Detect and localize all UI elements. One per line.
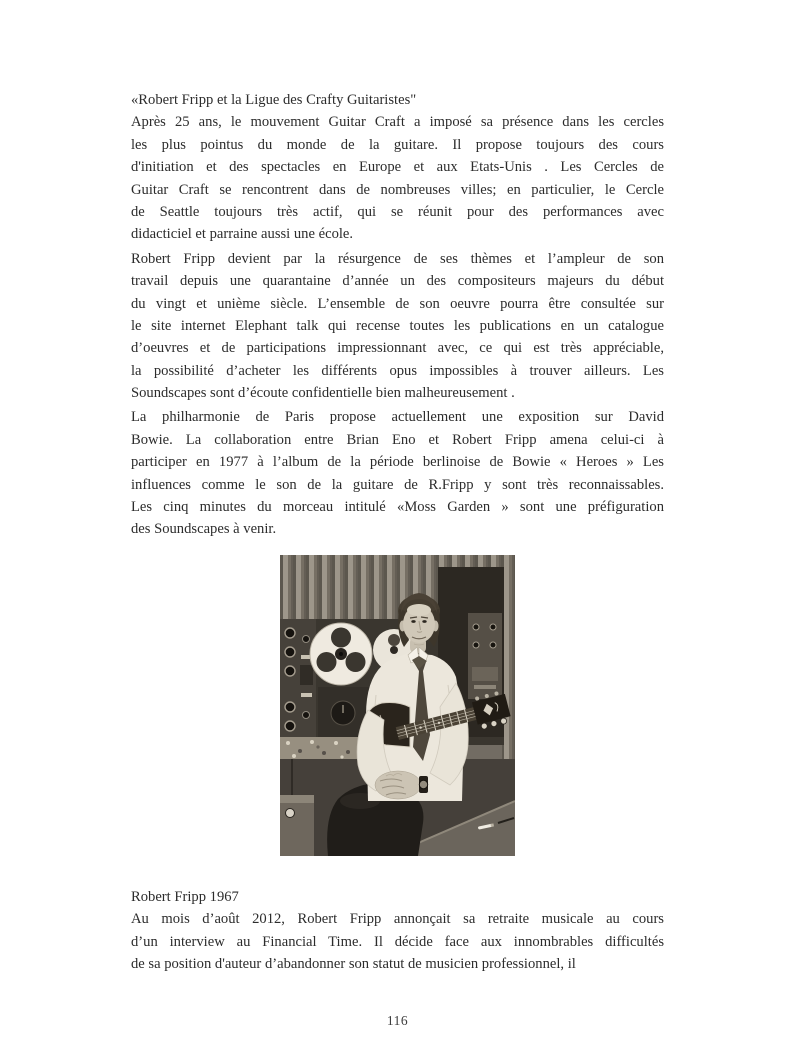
wristwatch xyxy=(419,776,428,793)
text-line: participer en 1977 à l’album de la période berlinoise de Bowie « Heroes » Les xyxy=(131,454,664,471)
article-heading xyxy=(131,89,664,111)
text-line: d'initiation et des spectacles en Europe et aux Etats-Unis . Les Cercles de xyxy=(131,159,664,176)
text-line: de Seattle toujours très actif, qui se réunit pour des performances avec xyxy=(131,203,664,220)
text-line: Après 25 ans, le mouvement Guitar Craft a imposé sa présence dans les cercles xyxy=(131,114,664,131)
text-line: Bowie. La collaboration entre Brian Eno et Robert Fripp amena celui-ci à xyxy=(131,431,664,448)
tape-reel-icon xyxy=(310,623,372,685)
text-line: Soundscapes sont d’écoute confidentielle bien malheureusement . xyxy=(131,385,515,402)
text-line: de sa position d'auteur d’abandonner son statut de musicien professionnel, il xyxy=(131,955,576,972)
text-line: travail depuis une quarantaine d’année un des compositeurs majeurs du début xyxy=(131,273,664,290)
text-line: Les cinq minutes du morceau intitulé «Moss Garden » sont une préfiguration xyxy=(131,499,664,516)
text-line: les plus pointus du monde de la guitare. Il propose toujours des cours xyxy=(131,136,664,153)
body-text-bottom xyxy=(131,908,664,975)
paragraph xyxy=(131,406,664,540)
text-line: le site internet Elephant talk qui recense toutes les publications en un catalogue xyxy=(131,317,664,334)
page-number: 116 xyxy=(386,1013,409,1028)
caption-line: Robert Fripp 1967 xyxy=(131,888,239,905)
tape-machine-panel xyxy=(280,619,316,745)
heading-line: «Robert Fripp et la Ligue des Crafty Guitaristes" xyxy=(131,92,417,108)
photo-robert-fripp-1967 xyxy=(131,555,664,856)
text-line: Au mois d’août 2012, Robert Fripp annonçait sa retraite musicale au cours xyxy=(131,911,664,928)
text-line: influences comme le son de la guitare de R.Fripp y sont très reconnaissables. xyxy=(131,476,664,493)
text-line: d’un interview au Financial Time. Il décide face aux innombrables difficultés xyxy=(131,933,664,950)
photo-caption xyxy=(131,886,664,908)
document-text-column xyxy=(131,89,664,975)
body-text-top xyxy=(131,111,664,540)
text-line: Robert Fripp devient par la résurgence de ses thèmes et l’ampleur de son xyxy=(131,250,664,267)
text-line: la possibilité d’acheter les différents opus impossibles à trouver ailleurs. Les xyxy=(131,362,664,379)
text-line: didacticiel et parraine aussi une école. xyxy=(131,226,354,243)
paragraph xyxy=(131,248,664,405)
text-line: Guitar Craft se rencontrent dans de nombreuses villes; en particulier, le Cercle xyxy=(131,181,664,198)
text-line: du vingt et unième siècle. L’ensemble de son oeuvre pourra être consultée sur xyxy=(131,295,664,312)
text-line: des Soundscapes à venir. xyxy=(131,521,277,538)
text-line: La philharmonie de Paris propose actuellement une exposition sur David xyxy=(131,409,664,426)
amplifier-box xyxy=(280,795,314,856)
paragraph xyxy=(131,111,664,245)
clasped-hands xyxy=(375,771,421,799)
paragraph xyxy=(131,908,664,975)
face xyxy=(398,593,440,647)
studio-photo-illustration xyxy=(280,555,515,856)
text-line: d’oeuvres et de participations impressionnant avec, ce qui est très appréciable, xyxy=(131,340,664,357)
